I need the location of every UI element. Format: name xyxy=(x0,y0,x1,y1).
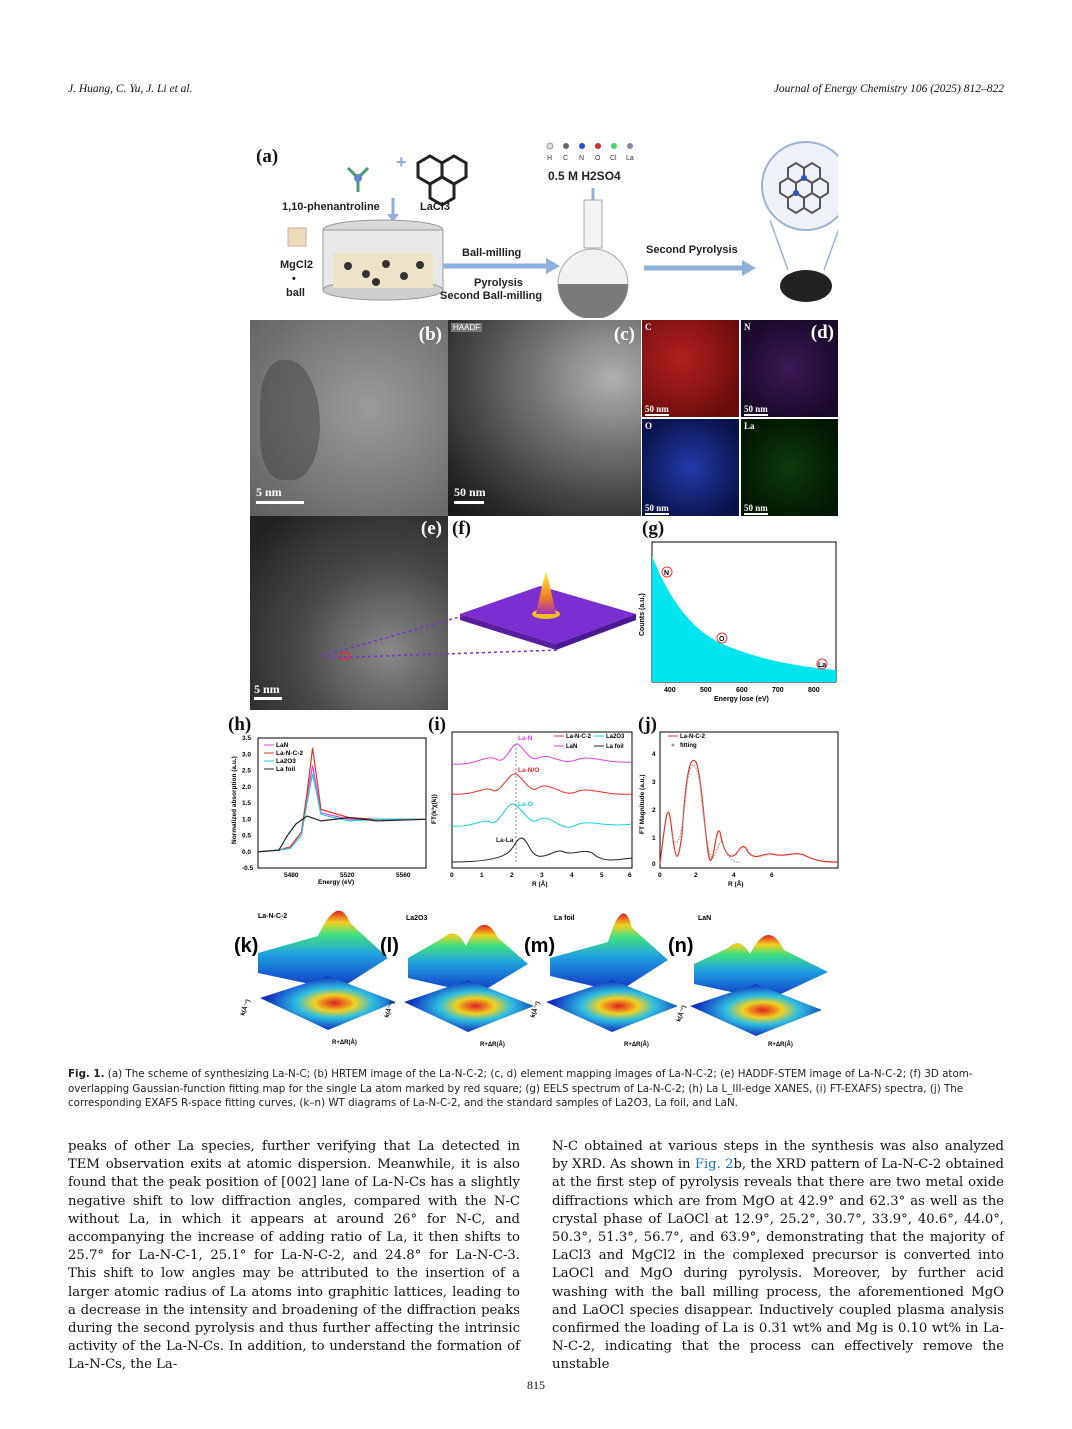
fit-xlabel: R (Å) xyxy=(728,881,744,888)
xanes-xlabel: Energy (eV) xyxy=(318,879,355,886)
fit-ytick-2: 2 xyxy=(652,807,656,814)
fit-legend-fitting: fitting xyxy=(680,743,697,749)
element-h: H xyxy=(547,155,553,162)
eels-tick-400: 400 xyxy=(664,687,676,694)
element-c: C xyxy=(563,155,569,162)
panel-j-fit xyxy=(636,714,840,892)
panel-d-mapping xyxy=(642,320,838,516)
exafs-xtick-3: 3 xyxy=(540,872,544,879)
xanes-chart xyxy=(228,714,432,892)
scale-label-b: 5 nm xyxy=(256,485,282,499)
exafs-xtick-0: 0 xyxy=(450,872,454,879)
annot-la-o: La-O xyxy=(518,801,533,808)
panel-i-exafs xyxy=(426,714,636,892)
map-c xyxy=(642,320,739,417)
map-label-n: N xyxy=(744,322,751,332)
wt-title-lan: LaN xyxy=(698,915,712,922)
eels-spectrum xyxy=(652,556,836,682)
xanes-series-la2o3 xyxy=(258,774,426,852)
flask-icon xyxy=(558,188,628,318)
scheme-mgcl2-label: MgCl2 xyxy=(280,259,313,271)
body-right-rest: b, the XRD pattern of La-N-C-2 obtained at the first step of pyrolysis reveals that there are two metal oxide diffractions which are from MgO at 42.9° and 62.3° as well as the crystal phase of LaOCl at 12.9°, 25.2°, 30.7°, 33.9°, 40.6°, 44.0°, 50.3°, 51.3°, 56.7°, and 63.9°, demonstrating that the majority of LaCl3 and MgCl2 in the complexed precursor is converted into LaOCl and MgO during pyrolysis. Moreover, by further acid washing with the ball milling process, the aforementioned MgO and LaOCl species disappear. Inductively coupled plasma analysis confirmed the loading of La is 0.31 wt% and Mg is 0.10 wt% in La-N-C-2, indicating that the process can effectively remove the unstable xyxy=(552,1157,1004,1373)
fit-legend-lanc2: La-N-C-2 xyxy=(680,734,705,740)
panel-label-l: (l) xyxy=(380,935,399,957)
xanes-ytick: -0.5 xyxy=(242,865,254,872)
eels-tick-500: 500 xyxy=(700,687,712,694)
panel-label-m: (m) xyxy=(524,935,556,957)
map-scale-c: 50 nm xyxy=(645,404,669,414)
page-number: 815 xyxy=(527,1378,545,1392)
wt-axis-k-2: k(Å⁻¹) xyxy=(384,1000,396,1019)
wt-title-lafoil: La foil xyxy=(554,915,575,922)
scale-bar-e xyxy=(254,697,282,700)
panel-h-xanes xyxy=(228,714,432,892)
element-cl: Cl xyxy=(610,155,617,162)
panel-f-gaussian xyxy=(450,516,644,710)
xanes-legend-label: LaN xyxy=(276,742,289,749)
haadf-tag: HAADF xyxy=(453,323,481,332)
body-column-right xyxy=(552,1138,1004,1375)
fit-chart xyxy=(636,714,840,892)
fit-xtick-6: 6 xyxy=(770,872,774,879)
panel-label-n: (n) xyxy=(668,935,694,957)
panel-c-haadf xyxy=(448,320,641,516)
exafs-lan-curve xyxy=(452,744,632,764)
xanes-ytick: 0.0 xyxy=(242,848,252,856)
fig2-link[interactable]: Fig. 2 xyxy=(694,1157,734,1173)
elements-legend xyxy=(547,143,634,162)
body-right-start: N-C obtained at various steps in the synthesis was also analyzed by XRD. As shown in xyxy=(552,1139,1004,1173)
map-scale-o: 50 nm xyxy=(645,503,669,513)
scale-bar-c xyxy=(454,501,484,504)
xanes-ylabel: Normalized absorption (a.u.) xyxy=(231,756,238,844)
lacl3-molecule-icon xyxy=(418,156,466,205)
fit-xtick-2: 2 xyxy=(694,872,698,879)
eels-tick-700: 700 xyxy=(772,687,784,694)
exafs-legend-lafoil: La foil xyxy=(606,744,624,750)
exafs-lafoil-curve xyxy=(452,838,632,862)
milling-jar-icon xyxy=(323,220,443,300)
caption-label: Fig. 1. xyxy=(68,1068,105,1080)
body-column-left: peaks of other La species, further verifying that La detected in TEM observation exits at atomic dispersion. Meanwhile, it is also found that the peak position of [002] lane of La-N-Cs has a slightly negative shift to low diffraction angles, compared with the N-C without La, in which it appears at around 26° for N-C, and accompanying the increase of adding ratio of La, it then shifts to 25.7° for La-N-C-1, 25.1° for La-N-C-2, and 24.8° for La-N-C-3. This shift to low angles may be attributed to the insertion of a larger atomic radius of La atoms into graphitic lattices, leading to a decrease in the intensity and broadening of the diffraction peaks during the second pyrolysis and thus further affecting the intrinsic activity of the La-N-Cs. In addition, to understand the formation of La-N-Cs, the La- xyxy=(68,1139,520,1373)
wt-l xyxy=(380,915,534,1048)
exafs-xlabel: R (Å) xyxy=(532,881,548,888)
figure-caption xyxy=(68,1067,1004,1111)
wt-axis-r-4: R+ΔR(Å) xyxy=(768,1042,793,1048)
map-label-c: C xyxy=(645,322,652,332)
wt-k xyxy=(234,911,396,1046)
wt-m xyxy=(524,913,678,1048)
exafs-xtick-4: 4 xyxy=(570,872,574,879)
panel-kn-wavelet xyxy=(228,898,848,1048)
wt-axis-k-4: k(Å⁻¹) xyxy=(676,1004,688,1023)
xanes-ytick: 2.0 xyxy=(242,783,252,791)
panel-a-scheme xyxy=(248,138,838,318)
panel-e-stem xyxy=(250,516,448,710)
graphene-zoom-icon xyxy=(762,142,838,302)
fit-xtick-4: 4 xyxy=(732,872,736,879)
panel-label-h: (h) xyxy=(228,714,252,735)
wt-n xyxy=(668,915,828,1048)
wt-axis-r-3: R+ΔR(Å) xyxy=(624,1042,649,1048)
exafs-la2o3-curve xyxy=(452,804,632,827)
xanes-xtick-5520: 5520 xyxy=(340,872,355,879)
eels-xlabel: Energy lose (eV) xyxy=(714,696,769,703)
fit-fitting-curve xyxy=(672,765,740,862)
xanes-ytick: 2.5 xyxy=(242,767,252,775)
exafs-legend-lan: LaN xyxy=(566,744,578,750)
panel-g-eels xyxy=(638,516,838,710)
annot-la-n: La-N xyxy=(518,735,533,742)
panel-label-g: (g) xyxy=(642,518,665,539)
panel-label-a: (a) xyxy=(256,146,279,167)
red-square-marker xyxy=(341,652,349,660)
map-scale-n: 50 nm xyxy=(744,404,768,414)
panel-label-i: (i) xyxy=(428,714,446,735)
edge-n-label: N xyxy=(664,570,670,577)
plus-sign-icon: + xyxy=(396,152,407,172)
map-label-o: O xyxy=(645,421,653,431)
fit-ytick-3: 3 xyxy=(652,779,656,786)
scheme-second-ball-milling-label: Second Ball-milling xyxy=(440,290,543,302)
running-head-authors: J. Huang, C. Yu, J. Li et al. xyxy=(68,83,193,95)
xanes-ytick: 0.5 xyxy=(242,832,252,840)
map-label-la: La xyxy=(744,421,755,431)
annot-la-la: La-La xyxy=(496,837,514,844)
wt-axis-r-2: R+ΔR(Å) xyxy=(480,1042,505,1048)
element-la: La xyxy=(626,155,634,162)
panel-label-j: (j) xyxy=(638,714,657,735)
scale-label-c: 50 nm xyxy=(454,485,486,499)
wt-axis-r-1: R+ΔR(Å) xyxy=(332,1040,357,1046)
xanes-ytick: 3.5 xyxy=(242,735,252,742)
exafs-lanc2-curve xyxy=(452,774,632,794)
fit-data-curve xyxy=(660,760,838,864)
exafs-xtick-2: 2 xyxy=(510,872,514,879)
wt-diagrams xyxy=(228,898,848,1048)
wt-axis-k-3: k(Å⁻¹) xyxy=(530,1000,542,1019)
xanes-legend-label: La foil xyxy=(276,766,296,773)
xanes-ytick: 1.0 xyxy=(242,816,252,824)
xanes-xtick-5480: 5480 xyxy=(284,872,299,879)
xanes-xtick-5560: 5560 xyxy=(396,872,411,879)
phenanthroline-molecule-icon xyxy=(348,168,368,192)
scheme-drawing xyxy=(248,138,838,318)
exafs-legend-la2o3: La2O3 xyxy=(606,734,625,740)
scheme-phenanthroline-label: 1,10-phenantroline xyxy=(282,201,380,213)
xanes-legend-label: La2O3 xyxy=(276,758,296,765)
scheme-lacl3-label: LaCl3 xyxy=(420,201,450,213)
edge-la-label: La xyxy=(818,662,827,669)
scheme-second-pyrolysis-label: Second Pyrolysis xyxy=(646,244,738,256)
scheme-ball-milling-label: Ball-milling xyxy=(462,247,522,259)
panel-label-f: (f) xyxy=(452,518,471,539)
map-la xyxy=(741,419,838,516)
wt-title-la2o3: La2O3 xyxy=(406,915,428,922)
element-o: O xyxy=(595,155,601,162)
fit-ytick-0: 0 xyxy=(652,861,656,868)
panel-b-hrtem xyxy=(250,320,448,516)
fit-xtick-0: 0 xyxy=(658,872,662,879)
wt-title-lanc2: La-N-C-2 xyxy=(258,913,288,920)
panel-label-e: (e) xyxy=(420,518,442,539)
exafs-xtick-5: 5 xyxy=(600,872,604,879)
eels-ylabel: Counts (a.u.) xyxy=(639,593,646,636)
fit-ylabel: FT Magnitude (a.u.) xyxy=(639,774,646,834)
element-n: N xyxy=(579,155,585,162)
scale-bar-b xyxy=(256,501,304,504)
panel-label-k: (k) xyxy=(234,935,259,957)
scheme-ball-label: ball xyxy=(286,287,305,299)
fit-ytick-1: 1 xyxy=(652,835,656,842)
xanes-ytick: 3.0 xyxy=(242,751,252,759)
exafs-chart xyxy=(426,714,636,892)
xanes-series-lan xyxy=(258,766,426,852)
mgcl2-cube-icon xyxy=(288,228,306,246)
gaussian-surface xyxy=(450,516,644,710)
map-scale-la: 50 nm xyxy=(744,503,768,513)
eels-chart xyxy=(638,516,838,710)
exafs-ylabel: FT(k³χ(k)) xyxy=(431,794,438,824)
scheme-acid-label: 0.5 M H2SO4 xyxy=(548,169,621,183)
xanes-legend-label: La-N-C-2 xyxy=(276,750,304,757)
annot-la-no: La-N/O xyxy=(518,767,540,774)
caption-text: (a) The scheme of synthesizing La-N-C; (b) HRTEM image of the La-N-C-2; (c, d) element mapping images of La-N-C-2; (e) HADDF-STEM image of La-N-C-2; (f) 3D atom-overlapping Gaussian-function fitting map for the single La atom marked by red square; (g) EELS spectrum of La-N-C-2; (h) La L_III-edge XANES, (i) FT-EXAFS) spectra, (j) The corresponding EXAFS R-space fitting curves, (k–n) WT diagrams of La-N-C-2, and the standard samples of La2O3, La foil, and LaN. xyxy=(68,1068,973,1109)
running-head-journal: Journal of Energy Chemistry 106 (2025) 812–822 xyxy=(773,83,1004,95)
edge-o-label: O xyxy=(719,636,725,643)
fit-ytick-4: 4 xyxy=(652,751,656,758)
wt-axis-k-1: k(Å⁻¹) xyxy=(240,998,252,1017)
exafs-legend-lanc2: La-N-C-2 xyxy=(566,734,591,740)
exafs-xtick-1: 1 xyxy=(480,872,484,879)
xanes-series-lafoil xyxy=(258,816,426,852)
scheme-pyrolysis-label: Pyrolysis xyxy=(474,277,523,289)
figure-1 xyxy=(228,118,848,1053)
panel-label-b: (b) xyxy=(418,324,442,345)
scheme-ball-dot: • xyxy=(292,273,296,285)
xanes-ytick: 1.5 xyxy=(242,800,252,807)
scale-label-e: 5 nm xyxy=(254,682,280,696)
eels-tick-600: 600 xyxy=(736,687,748,694)
exafs-xtick-6: 6 xyxy=(628,872,632,879)
map-o xyxy=(642,419,739,516)
panel-label-d: (d) xyxy=(810,322,834,343)
panel-label-c: (c) xyxy=(613,324,635,345)
eels-tick-800: 800 xyxy=(808,687,820,694)
